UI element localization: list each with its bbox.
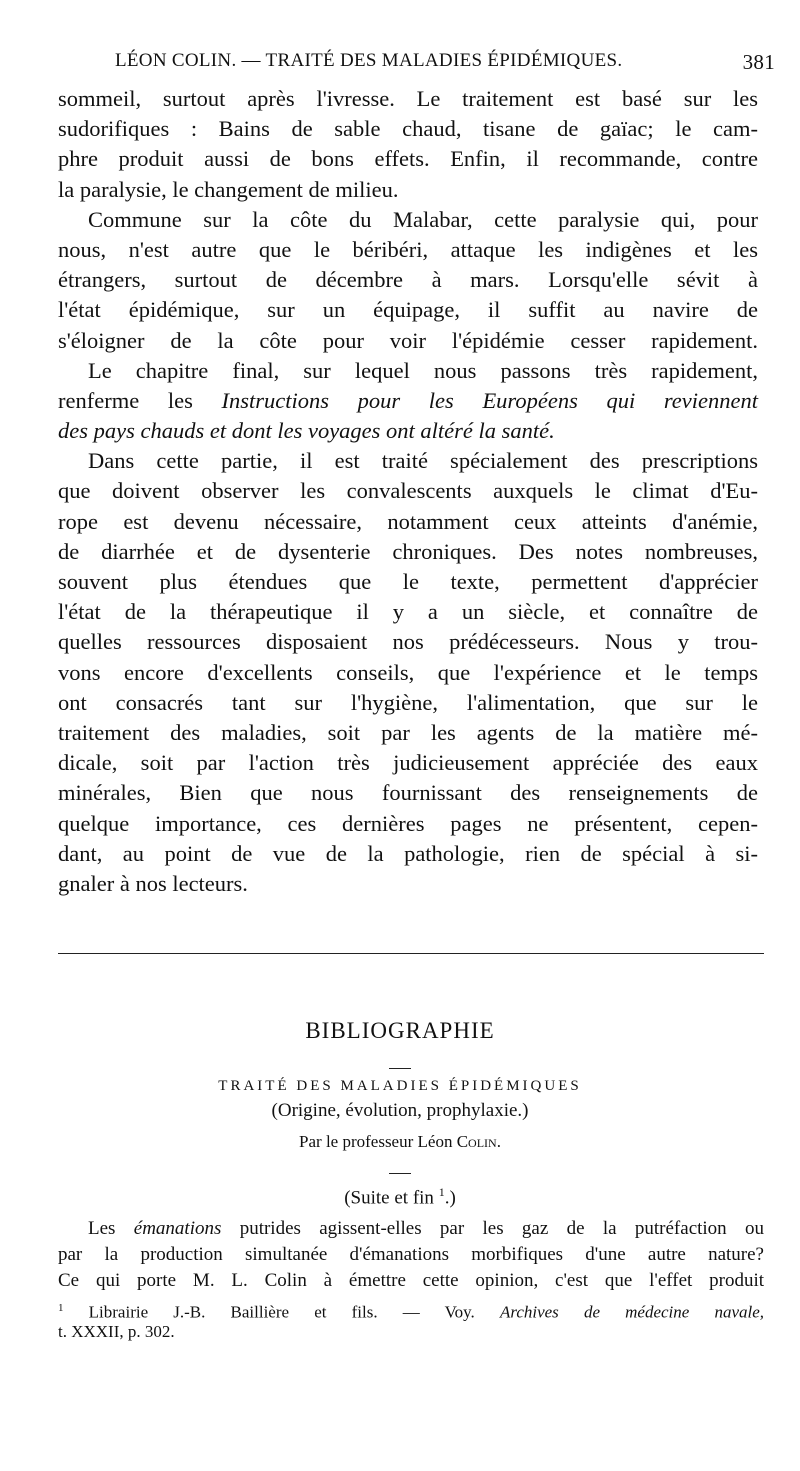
text-line: traitement des maladies, soit par les agents de la matière mé- [58, 719, 758, 745]
italic-word: émanations [133, 1218, 222, 1239]
text-line: l'état de la thérapeutique il y a un siècle, et connaître de [58, 599, 758, 625]
text-line: Le chapitre final, sur lequel nous passons très rapidement, [88, 357, 758, 383]
running-header [115, 50, 775, 76]
text-line: Commune sur la côte du Malabar, cette paralysie qui, pour [88, 206, 758, 232]
text-line: s'éloigner de la côte pour voir l'épidémie cesser rapidement. [58, 327, 758, 353]
footnote [58, 1297, 764, 1343]
body-text [58, 84, 758, 899]
text-line: quelles ressources disposaient nos prédécesseurs. Nous y trou- [58, 629, 758, 655]
book-subtitle: (Origine, évolution, prophylaxie.) [271, 1100, 529, 1121]
author-name: Colin. [456, 1132, 501, 1151]
footnote-text: Librairie J.-B. Baillière et fils. — Voy. [88, 1302, 475, 1322]
continuation-text: (Suite et fin [344, 1187, 434, 1209]
author-prefix: Par le professeur Léon [299, 1132, 453, 1151]
text-line: que doivent observer les convalescents auxquels le climat d'Eu- [58, 478, 758, 504]
continuation-end: .) [444, 1187, 456, 1209]
text-line: la paralysie, le changement de milieu. [58, 176, 399, 202]
book-author [0, 1132, 800, 1152]
text-line: Ce qui porte M. L. Colin à émettre cette opinion, c'est que l'effet produit [58, 1270, 764, 1291]
italic-line: des pays chauds et dont les voyages ont altéré la santé. [58, 418, 555, 444]
footnote-mark: 1 [58, 1302, 64, 1314]
footnote-italic: Archives de médecine navale, [499, 1302, 765, 1322]
continuation-note [0, 1185, 800, 1209]
short-divider [0, 1163, 800, 1181]
running-title: LÉON COLIN. — TRAITÉ DES MALADIES ÉPIDÉMIQUES. [115, 50, 623, 71]
text-line: l'état épidémique, sur un équipage, il suffit au navire de [58, 297, 758, 323]
footnote-line [58, 1297, 764, 1320]
text-line: ont consacrés tant sur l'hygiène, l'alimentation, que sur le [58, 689, 758, 715]
text-line: phre produit aussi de bons effets. Enfin, il recommande, contre [58, 146, 758, 172]
text-line-italic [58, 416, 758, 446]
section-divider [58, 953, 764, 954]
text-line: sudorifiques : Bains de sable chaud, tisane de gaïac; le cam- [58, 116, 758, 142]
text-line: souvent plus étendues que le texte, permettent d'apprécier [58, 569, 758, 594]
short-divider [0, 1058, 800, 1076]
text-line: par la production simultanée d'émanations morbifiques d'une autre nature? [58, 1244, 764, 1265]
text-line: minérales, Bien que nous fournissant des renseignements de [58, 780, 758, 806]
text-line: dicale, soit par l'action très judicieusement appréciée des eaux [58, 750, 758, 776]
text-fragment: Les [88, 1218, 116, 1239]
text-line: rope est devenu nécessaire, notamment ceux atteints d'anémie, [58, 508, 758, 534]
book-title: TRAITÉ DES MALADIES ÉPIDÉMIQUES [218, 1078, 582, 1094]
bibliography-heading: BIBLIOGRAPHIE [305, 1018, 495, 1043]
text-line-with-italic [58, 1216, 764, 1242]
footnote-line: t. XXXII, p. 302. [58, 1322, 175, 1341]
text-line: quelque importance, ces dernières pages ne présentent, cepen- [58, 810, 758, 836]
page-number: 381 [742, 50, 775, 74]
text-line: étrangers, surtout de décembre à mars. Lorsqu'elle sévit à [58, 267, 758, 293]
text-line: vons encore d'excellents conseils, que l'expérience et le temps [58, 659, 758, 685]
text-line-with-italic [58, 386, 758, 416]
text-line: sommeil, surtout après l'ivresse. Le traitement est basé sur les [58, 86, 758, 111]
text-fragment: putrides agissent-elles par les gaz de la putréfaction ou [239, 1218, 765, 1239]
text-fragment: renferme les [58, 387, 193, 413]
bibliography-text [58, 1216, 764, 1294]
footnote-reference: 1 [438, 1185, 445, 1199]
text-line: dant, au point de vue de la pathologie, rien de spécial à si- [58, 840, 758, 866]
text-line: Dans cette partie, il est traité spécialement des prescriptions [88, 448, 758, 474]
text-line: nous, n'est autre que le béribéri, attaque les indigènes et les [58, 236, 758, 262]
italic-phrase: Instructions pour les Européens qui reviennent [221, 387, 759, 413]
text-line: de diarrhée et de dysenterie chroniques. Des notes nombreuses, [58, 538, 758, 564]
text-line: gnaler à nos lecteurs. [58, 870, 248, 896]
